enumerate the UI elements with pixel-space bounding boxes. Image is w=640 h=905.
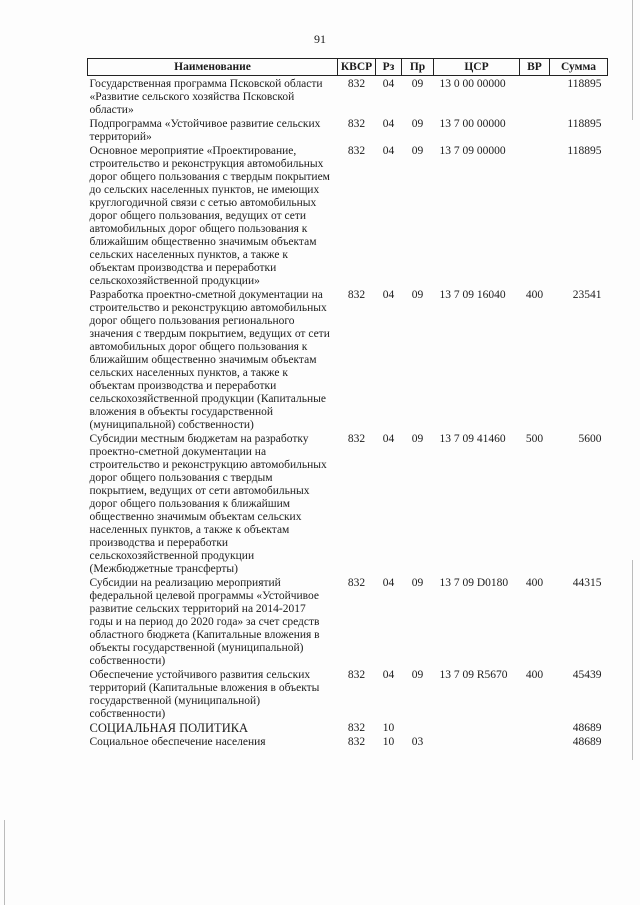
table-row (88, 76, 608, 118)
cell-rz: 04 (382, 433, 395, 445)
header-rz: Рз (376, 59, 402, 76)
cell-vr: 400 (525, 289, 544, 301)
cell-pr: 09 (411, 145, 424, 157)
cell-vr (520, 144, 550, 288)
cell-csr (434, 735, 520, 749)
cell-csr: 13 0 00 00000 (439, 78, 506, 90)
cell-sum: 48689 (572, 736, 602, 748)
cell-vr: 400 (525, 577, 544, 589)
cell-pr: 09 (411, 577, 424, 589)
cell-csr: 13 7 09 R5670 (439, 669, 508, 681)
budget-table (87, 58, 608, 749)
cell-name: СОЦИАЛЬНАЯ ПОЛИТИКА (89, 721, 249, 735)
cell-csr: 13 7 09 16040 (439, 289, 506, 301)
cell-kvsr: 832 (347, 736, 366, 748)
cell-kvsr: 832 (347, 289, 366, 301)
cell-name: Субсидии на реализацию мероприятий федеральной целевой программы «Устойчивое развитие сельских территорий на 2014-2017 годы и на период до 2020 года» за счет средств областного бюджета (Капитальные вложения в объекты государственной (муниципальной) собственности) (89, 577, 320, 667)
header-pr: Пр (402, 59, 434, 76)
cell-pr: 09 (411, 669, 424, 681)
cell-csr: 13 7 09 41460 (439, 433, 506, 445)
cell-vr (520, 721, 550, 735)
cell-rz: 04 (382, 577, 395, 589)
cell-vr (520, 117, 550, 144)
cell-csr: 13 7 09 00000 (439, 145, 506, 157)
cell-vr (520, 735, 550, 749)
cell-sum: 44315 (572, 577, 602, 589)
header-kvsr: КВСР (338, 59, 376, 76)
cell-rz: 04 (382, 118, 395, 130)
scan-edge-mark (632, 560, 633, 760)
scan-edge-mark (4, 820, 5, 905)
cell-kvsr: 832 (347, 145, 366, 157)
table-body (88, 76, 608, 750)
table-row (88, 288, 608, 432)
cell-vr: 400 (525, 669, 544, 681)
table-header-row (88, 59, 608, 76)
cell-sum: 118895 (567, 145, 602, 157)
cell-sum: 118895 (567, 78, 602, 90)
cell-kvsr: 832 (347, 577, 366, 589)
header-vr: ВР (520, 59, 550, 76)
cell-rz: 04 (382, 289, 395, 301)
cell-kvsr: 832 (347, 118, 366, 130)
cell-csr (434, 721, 520, 735)
table-row (88, 735, 608, 749)
cell-pr: 09 (411, 118, 424, 130)
cell-name: Обеспечение устойчивого развития сельских территорий (Капитальные вложения в объекты государственной (муниципальной) собственности) (89, 669, 320, 720)
cell-sum: 48689 (572, 722, 602, 734)
cell-kvsr: 832 (347, 669, 366, 681)
cell-csr: 13 7 09 D0180 (439, 577, 509, 589)
table-row (88, 576, 608, 668)
cell-name: Основное мероприятие «Проектирование, строительство и реконструкция автомобильных дорог общего пользования с твердым покрытием до сельских населенных пунктов, не имеющих круглогодичной связи с сетью автомобильных дорог общего пользования, ведущих от сети автомобильных дорог общего пользования к ближайшим общественно значимым объектам сельских населенных пунктов, а также к объектам производства и переработки сельскохозяйственной продукции» (89, 145, 330, 287)
cell-rz: 10 (382, 736, 395, 748)
cell-pr: 09 (411, 433, 424, 445)
table-row (88, 432, 608, 576)
header-name: Наименование (88, 59, 338, 76)
cell-pr (402, 721, 434, 735)
cell-sum: 5600 (578, 433, 602, 445)
cell-name: Субсидии местным бюджетам на разработку проектно-сметной документации на строительство и реконструкцию автомобильных дорог общего пользования с твердым покрытием, ведущих от сети автомобильных дорог общего пользования к ближайшим общественно значимым объектам сельских населенных пунктов, а также к объектам производства и переработки сельскохозяйственной продукции (Межбюджетные трансферты) (89, 433, 327, 575)
table-row (88, 668, 608, 721)
table-row (88, 117, 608, 144)
cell-sum: 45439 (572, 669, 602, 681)
cell-rz: 10 (382, 722, 395, 734)
table-row (88, 144, 608, 288)
cell-sum: 118895 (567, 118, 602, 130)
page-number: 91 (314, 32, 326, 46)
scan-edge-mark (632, 0, 633, 120)
header-sum: Сумма (550, 59, 608, 76)
header-csr: ЦСР (434, 59, 520, 76)
cell-name: Социальное обеспечение населения (89, 736, 266, 748)
cell-vr (520, 76, 550, 118)
cell-kvsr: 832 (347, 433, 366, 445)
cell-rz: 04 (382, 145, 395, 157)
cell-rz: 04 (382, 669, 395, 681)
cell-name: Подпрограмма «Устойчивое развитие сельских территорий» (89, 118, 321, 143)
cell-name: Разработка проектно-сметной документации на строительство и реконструкцию автомобильных дорог общего пользования регионального значения с твердым покрытием, ведущих от сети автомобильных дорог общего пользования к ближайшим общественно значимым объектам сельских населенных пунктов, а также к объектам производства и переработки сельскохозяйственной продукции (Капитальные вложения в объекты государственной (муниципальной) собственности) (89, 289, 330, 431)
cell-sum: 23541 (572, 289, 602, 301)
cell-name: Государственная программа Псковской области «Развитие сельского хозяйства Псковской области» (89, 78, 323, 116)
cell-kvsr: 832 (347, 78, 366, 90)
cell-pr: 03 (411, 736, 424, 748)
cell-kvsr: 832 (347, 722, 366, 734)
cell-csr: 13 7 00 00000 (439, 118, 506, 130)
cell-pr: 09 (411, 289, 424, 301)
cell-rz: 04 (382, 78, 395, 90)
cell-pr: 09 (411, 78, 424, 90)
cell-vr: 500 (525, 433, 544, 445)
table-section-row (88, 721, 608, 735)
